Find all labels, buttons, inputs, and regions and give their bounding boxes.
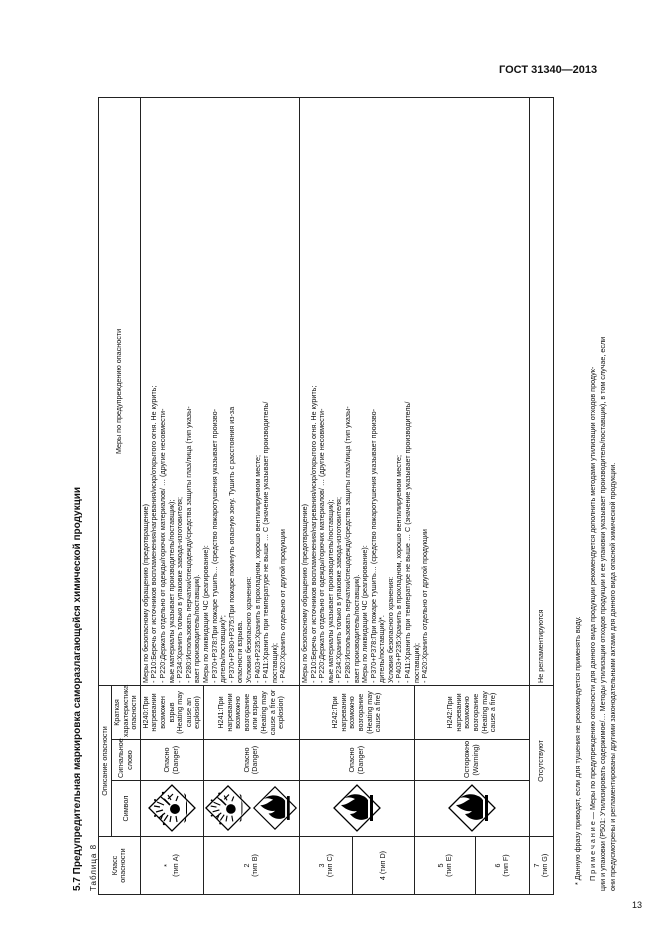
- note-line: ции и упаковки (P501: Утилизировать содержимое/… Методы утилизации отходов продукции и ее упаковки указывает производитель/поставщик), в том случае, если: [598, 336, 607, 891]
- flame-icon: [299, 781, 414, 837]
- flame-icon: [414, 781, 529, 837]
- table-row: [140, 97, 203, 894]
- klass-cell: 2 (тип B): [203, 837, 299, 895]
- col-measures: Меры по предупреждению опасности: [99, 97, 141, 685]
- measures-cell: Не регламентируются: [529, 97, 553, 685]
- col-short-char: Краткая характеристика опасности: [112, 685, 141, 739]
- signal-word: Осторожно (Warning): [414, 740, 529, 781]
- note-line: они предусмотрены и регламентированы другими законодательными актами для данного вида опасной химической продукции.: [608, 462, 617, 891]
- klass-cell: 5 (тип E) 6 (тип F): [414, 837, 529, 895]
- signal-word: Опасно (Danger): [140, 740, 203, 781]
- hazard-table: [98, 97, 554, 895]
- signal-word: Отсутствуют: [529, 685, 553, 836]
- col-symbol: Символ: [112, 781, 141, 837]
- hazard-statement: H240:При нагревании возможен взрыв (Heating may cause an explosion): [140, 685, 203, 739]
- footnote: * Данную фразу приводят, если для тушения не рекомендуется применять воду.: [573, 616, 582, 885]
- klass-cell: 3 (тип C) 4 (тип D): [299, 837, 414, 895]
- table-row: [529, 97, 553, 894]
- hazard-statement: H242:При нагревании возможно возгорание (Heating may cause a fire): [299, 685, 414, 739]
- section-title: 5.7 Предупредительная маркировка саморазлагающейся химической продукции: [72, 486, 83, 891]
- note-line: П р и м е ч а н и е — Меры по предупреждению опасности для данного вида продукции рекомендуется дополнить методами утилизации отходов продук-: [588, 366, 597, 881]
- col-description-group: Описание опасности: [99, 685, 112, 836]
- rotated-page-content: [70, 95, 620, 895]
- exploding-bomb-icon: [204, 783, 252, 835]
- col-signal-word: Сигнальное слово: [112, 740, 141, 781]
- signal-word: Опасно (Danger): [203, 740, 299, 781]
- exploding-bomb-icon: [140, 781, 203, 837]
- table-label: Таблица 8: [89, 843, 98, 891]
- measures-cell: Меры по безопасному обращению (предотвращение) - P210:Беречь от источников воспламенения/нагревания/искр/открытого огня. Не курить; - P220:Держать отдельно от одежды/горючих материалов/ … (другие несовмести- мые материалы указывает производитель/поставщик); - P234:Хранить только в упаковке завода-изготовителя; - P280:Использовать перчатки/спецодежду/средства защиты глаз/лица (тип указы- вает производитель/поставщик). Меры по ликвидации ЧС (реагирование): - P370+P378:При пожаре тушить… (средство пожаротушения указывает произво- дитель/поставщик)*. Условия безопасного хранения: - P403+P235:Хранить в прохладном, хорошо вентилируемом месте; - P411:Хранить при температуре не выше … С (значение указывает производитель/ поставщик); - P420:Хранить отдельно от другой продукции: [299, 97, 529, 685]
- signal-word: Опасно (Danger): [299, 740, 414, 781]
- hazard-statement: H242:При нагревании возможно возгорание (Heating may cause a fire): [414, 685, 529, 739]
- klass-cell: * (тип A): [140, 837, 203, 895]
- hazard-statement: H241:При нагревании возможно возгорание или взрыв (Heating may cause a fire or explosion): [203, 685, 299, 739]
- klass-cell: 7 (тип G): [529, 837, 553, 895]
- measures-cell: Меры по безопасному обращению (предотвращение) - P210:Беречь от источников воспламенения/нагревания/искр/открытого огня. Не курить; - P220:Держать отдельно от одежды/горючих материалов/ … (другие несовмести- мые материалы указывает производитель/поставщик); - P234:Хранить только в упаковке завода-изготовителя; - P280:Использовать перчатки/спецодежду/средства защиты глаз/лица (тип указы- вает производитель/поставщик). Меры по ликвидации ЧС (реагирование): - P370+P378:При пожаре тушить… (средство пожаротушения указывает произво- дитель/поставщик)*; - P370+P380+P375:При пожаре покинуть опасную зону. Тушить с расстояния из-за опасности взрыва. Условия безопасного хранения: - P403+P235:Хранить в прохладном, хорошо вентилируемом месте; - P411:Хранить при температуре не выше … С (значение указывает производитель/ поставщик); - P420:Хранить отдельно от другой продукции: [140, 97, 299, 685]
- flame-icon: [252, 783, 298, 835]
- standard-header: ГОСТ 31340—2013: [499, 64, 598, 76]
- page-number: 13: [632, 900, 643, 910]
- col-klass: Класс опасности: [99, 837, 141, 895]
- table-row: [299, 97, 414, 894]
